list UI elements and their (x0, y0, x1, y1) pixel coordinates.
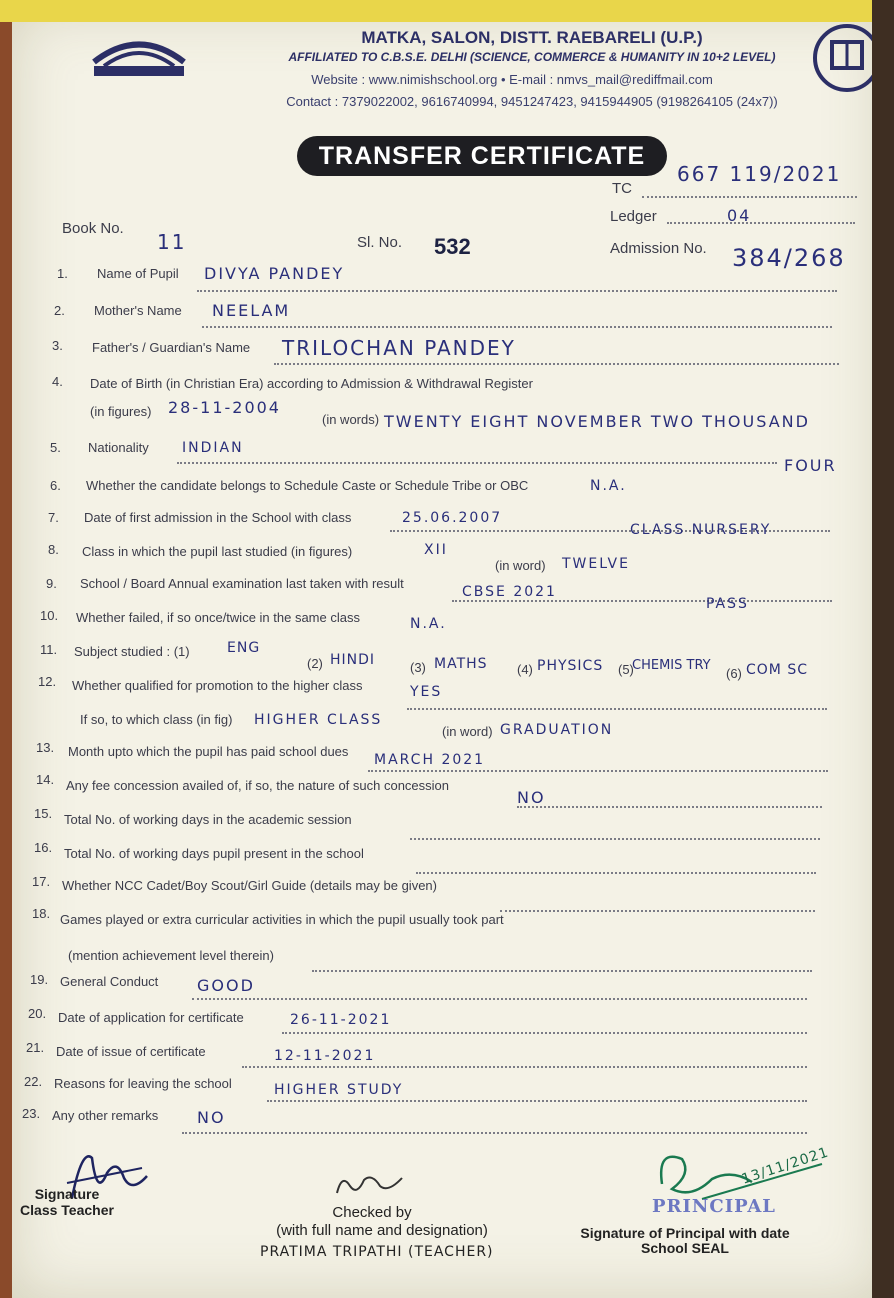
ncc-label: Whether NCC Cadet/Boy Scout/Girl Guide (details may be given) (62, 878, 437, 893)
application-date-line (282, 1032, 807, 1034)
issue-date-line (242, 1066, 807, 1068)
promotion-class-label: If so, to which class (in fig) (80, 712, 233, 727)
leaving-reason-label: Reasons for leaving the school (54, 1076, 232, 1091)
working-days-label: Total No. of working days in the academic session (64, 812, 352, 827)
book-no-label: Book No. (62, 220, 124, 237)
contact-line: Contact : 7379022002, 9616740994, 9451247423, 9415944905 (9198264105 (24x7)) (286, 94, 778, 109)
category-value: N.A. (590, 478, 627, 494)
page-right-edge (872, 0, 894, 1298)
conduct-line (192, 998, 807, 1000)
row-number: 10. (40, 608, 59, 623)
mother-name-label: Mother's Name (94, 303, 182, 318)
row-number: 6. (50, 478, 61, 493)
conduct-value: GOOD (197, 976, 255, 995)
row-number: 14. (36, 772, 55, 787)
promotion-class-word-label: (in word) (442, 724, 493, 739)
days-present-line (416, 872, 816, 874)
document-title: TRANSFER CERTIFICATE (297, 136, 667, 176)
issue-date-label: Date of issue of certificate (56, 1044, 206, 1059)
father-name-line (274, 363, 839, 365)
tc-label: TC (612, 180, 632, 197)
last-exam-result: PASS (706, 596, 749, 612)
row-number: 7. (48, 510, 59, 525)
ncc-line (500, 910, 815, 912)
pupil-name-value: DIVYA PANDEY (204, 264, 345, 283)
subject-4: PHYSICS (537, 658, 604, 674)
school-address: MATKA, SALON, DISTT. RAEBARELI (U.P.) (361, 28, 703, 47)
first-admission-class: CLASS NURSERY (630, 522, 772, 538)
conduct-label: General Conduct (60, 974, 159, 989)
dues-line (368, 770, 828, 772)
pupil-name-label: Name of Pupil (97, 266, 179, 281)
failed-label: Whether failed, if so once/twice in the same class (76, 610, 360, 625)
ledger-label: Ledger (610, 208, 657, 225)
row-number: 19. (30, 972, 49, 987)
working-days-line (410, 838, 820, 840)
subjects-label: Subject studied : (1) (74, 644, 190, 659)
concession-line (517, 806, 822, 808)
remarks-line (182, 1132, 807, 1134)
dues-value: MARCH 2021 (374, 752, 486, 768)
subject-5: CHEMIS TRY (632, 658, 711, 673)
sl-no-label: Sl. No. (357, 234, 403, 251)
subject-4-label: (4) (517, 662, 533, 677)
nationality-line (177, 462, 777, 464)
promotion-line (407, 708, 827, 710)
remarks-value: NO (197, 1108, 226, 1127)
row-number: 9. (46, 576, 57, 591)
subject-5-label: (5) (618, 662, 634, 677)
subject-3-label: (3) (410, 660, 426, 675)
issue-date-value: 12-11-2021 (274, 1048, 376, 1064)
row-number: 11. (40, 642, 58, 657)
first-admission-label: Date of first admission in the School with class (84, 510, 352, 525)
concession-value: NO (517, 788, 546, 807)
activities-label: Games played or extra curricular activities in which the pupil usually took part (60, 912, 504, 927)
promotion-class-value: HIGHER CLASS (254, 712, 383, 728)
principal-signature-label: Signature of Principal with date School SEAL (580, 1225, 790, 1256)
last-class-figures: XII (424, 542, 448, 558)
row-number: 16. (34, 840, 53, 855)
dob-label: Date of Birth (in Christian Era) according to Admission & Withdrawal Register (90, 376, 533, 391)
last-exam-line (452, 600, 832, 602)
last-class-word-label: (in word) (495, 558, 546, 573)
leaving-reason-value: HIGHER STUDY (274, 1082, 404, 1098)
dues-label: Month upto which the pupil has paid school dues (68, 744, 349, 759)
leaving-reason-line (267, 1100, 807, 1102)
affiliation-line: AFFILIATED TO C.B.S.E. DELHI (SCIENCE, COMMERCE & HUMANITY IN 10+2 LEVEL) (288, 50, 776, 64)
pupil-name-line (197, 290, 837, 292)
ledger-value: 04 (727, 206, 752, 225)
principal-sign-date: 13/11/2021 (739, 1144, 831, 1188)
row-number: 20. (28, 1006, 47, 1021)
dob-figures-value: 28-11-2004 (168, 398, 281, 417)
father-name-label: Father's / Guardian's Name (92, 340, 251, 355)
last-exam-label: School / Board Annual examination last taken with result (80, 576, 404, 591)
checked-by-name: PRATIMA TRIPATHI (TEACHER) (260, 1244, 494, 1260)
dob-figures-label: (in figures) (90, 404, 152, 419)
nationality-label: Nationality (88, 440, 149, 455)
subject-2: HINDI (330, 652, 376, 668)
dob-words-value-cont: FOUR (784, 456, 837, 475)
row-number: 22. (24, 1074, 43, 1089)
mother-name-line (202, 326, 832, 328)
school-logo-left (84, 22, 194, 78)
row-number: 3. (52, 338, 63, 353)
application-date-value: 26-11-2021 (290, 1012, 392, 1028)
book-no-value: 11 (157, 230, 187, 254)
checked-by-detail: (with full name and designation) (276, 1222, 488, 1239)
subject-1: ENG (227, 640, 261, 656)
father-name-value: TRILOCHAN PANDEY (282, 336, 516, 360)
tc-value: 667 119/2021 (677, 162, 842, 186)
concession-label: Any fee concession availed of, if so, the nature of such concession (66, 778, 450, 793)
promotion-label: Whether qualified for promotion to the higher class (72, 678, 363, 693)
subject-6: COM SC (746, 662, 808, 678)
activities-line (312, 970, 812, 972)
dob-words-value: TWENTY EIGHT NOVEMBER TWO THOUSAND (384, 412, 810, 431)
row-number: 21. (26, 1040, 45, 1055)
admission-no-value: 384/268 (732, 244, 846, 272)
row-number: 5. (50, 440, 61, 455)
subject-6-label: (6) (726, 666, 742, 681)
row-number: 2. (54, 303, 65, 318)
promotion-class-word-value: GRADUATION (500, 722, 614, 738)
ledger-line (667, 222, 855, 224)
class-teacher-label: Signature Class Teacher (20, 1186, 114, 1218)
subject-2-label: (2) (307, 656, 323, 671)
nationality-value: INDIAN (182, 440, 244, 456)
activities-achievement-label: (mention achievement level therein) (68, 948, 274, 963)
first-admission-date: 25.06.2007 (402, 510, 503, 526)
category-label: Whether the candidate belongs to Schedule Caste or Schedule Tribe or OBC (86, 478, 529, 493)
last-exam-value: CBSE 2021 (462, 584, 557, 600)
failed-value: N.A. (410, 616, 447, 632)
page-top-edge (0, 0, 894, 22)
subject-3: MATHS (434, 656, 488, 672)
promotion-value: YES (410, 684, 443, 700)
checked-by-label: Checked by (332, 1204, 412, 1221)
row-number: 18. (32, 906, 51, 921)
remarks-label: Any other remarks (52, 1108, 159, 1123)
last-class-label: Class in which the pupil last studied (in figures) (82, 544, 353, 559)
row-number: 15. (34, 806, 53, 821)
mother-name-value: NEELAM (212, 301, 291, 320)
application-date-label: Date of application for certificate (58, 1010, 244, 1025)
row-number: 13. (36, 740, 55, 755)
days-present-label: Total No. of working days pupil present in the school (64, 846, 364, 861)
row-number: 4. (52, 374, 63, 389)
row-number: 12. (38, 674, 57, 689)
dob-words-label: (in words) (322, 412, 380, 427)
row-number: 8. (48, 542, 59, 557)
principal-seal: PRINCIPAL (652, 1196, 776, 1217)
tc-line (642, 196, 857, 198)
website-line: Website : www.nimishschool.org • E-mail : nmvs_mail@rediffmail.com (311, 72, 713, 87)
sl-no-value: 532 (434, 234, 471, 259)
checker-signature (332, 1168, 412, 1198)
admission-no-label: Admission No. (610, 240, 707, 257)
last-class-word-value: TWELVE (562, 556, 630, 572)
row-number: 17. (32, 874, 51, 889)
certificate-paper (12, 8, 884, 1298)
row-number: 1. (57, 266, 68, 281)
row-number: 23. (22, 1106, 41, 1121)
